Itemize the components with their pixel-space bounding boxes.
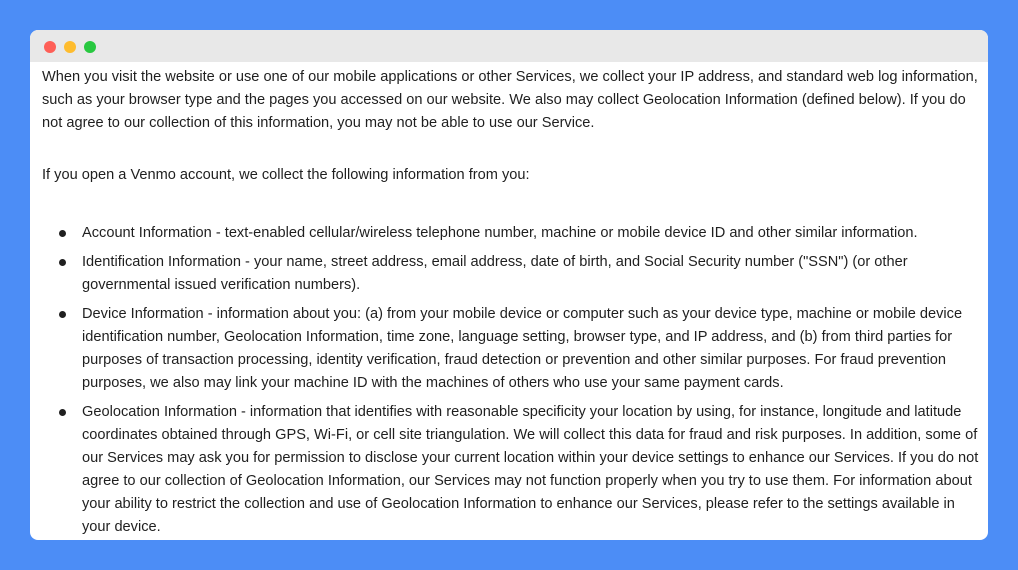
information-list [42, 222, 982, 539]
browser-window [30, 30, 988, 540]
maximize-dot-icon[interactable] [84, 41, 96, 53]
list-item [42, 401, 982, 539]
account-intro-paragraph: If you open a Venmo account, we collect the following information from you: [42, 167, 530, 183]
bullet-icon [59, 230, 66, 237]
list-item [42, 303, 982, 395]
document-content [42, 66, 982, 540]
bullet-icon [59, 311, 66, 318]
list-item-text: Account Information - text-enabled cellular/wireless telephone number, machine or mobile device ID and other similar information. [82, 225, 918, 241]
list-item-text: Geolocation Information - information that identifies with reasonable specificity your location by using, for instance, longitude and latitude coordinates obtained through GPS, Wi-Fi, or cell site triangulation. We will collect this data for fraud and risk purposes. In addition, some of our Services may ask you for permission to disclose your current location within your device settings to enhance our Services. If you do not agree to our collection of Geolocation Information, our Services may not function properly when you try to use them. For information about your ability to restrict the collection and use of Geolocation Information to enhance our Services, please refer to the settings available in your device. [82, 404, 979, 535]
list-item [42, 251, 982, 297]
bullet-icon [59, 409, 66, 416]
window-titlebar [30, 30, 988, 62]
bullet-icon [59, 259, 66, 266]
intro-paragraph: When you visit the website or use one of our mobile applications or other Services, we collect your IP address, and standard web log information, such as your browser type and the pages you accessed on our website. We also may collect Geolocation Information (defined below). If you do not agree to our collection of this information, you may not be able to use our Service. [42, 69, 978, 131]
minimize-dot-icon[interactable] [64, 41, 76, 53]
list-item-text: Device Information - information about you: (a) from your mobile device or computer such as your device type, machine or mobile device identification number, Geolocation Information, time zone, language setting, browser type, and IP address, and (b) from third parties for purposes of transaction processing, identity verification, fraud detection or prevention and other similar purposes. For fraud prevention purposes, we also may link your machine ID with the machines of others who use your same payment cards. [82, 306, 963, 391]
list-item [42, 222, 982, 245]
close-dot-icon[interactable] [44, 41, 56, 53]
list-item-text: Identification Information - your name, street address, email address, date of birth, and Social Security number ("SSN") (or other governmental issued verification numbers). [82, 254, 908, 293]
